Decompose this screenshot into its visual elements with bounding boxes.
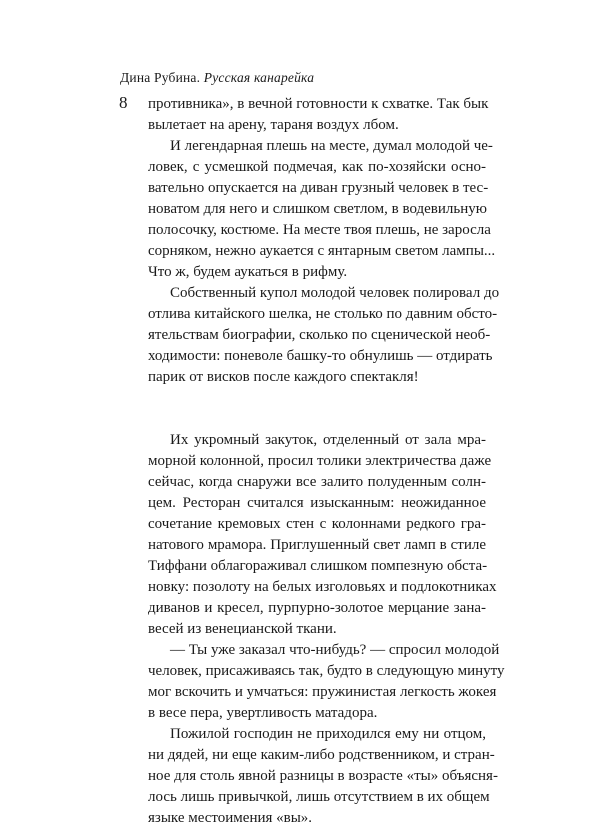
text-line: языке местоимения «вы». — [148, 810, 313, 826]
text-line: И легендарная плешь на месте, думал молодой че- — [170, 138, 493, 154]
text-line: вылетает на арену, тараня воздух лбом. — [148, 117, 399, 133]
paragraph — [148, 640, 505, 724]
text-line: ятельствам биографии, сколько по сценической необ- — [148, 327, 491, 343]
text-line: Тиффани облагораживал слишком помпезную обста- — [148, 558, 488, 574]
paragraph — [148, 136, 496, 283]
text-line: противника», в вечной готовности к схватке. Так бык — [148, 96, 489, 112]
text-line: ходимости: поневоле башку-то обнулишь — отдирать — [148, 348, 493, 364]
text-line: сейчас, когда снаружи все залито полуденным солн- — [148, 474, 486, 490]
text-line: сочетание кремовых стен с колоннами редкого гра- — [148, 516, 486, 532]
text-section-1 — [148, 94, 500, 388]
text-line: человек, присаживаясь так, будто в следующую минуту — [148, 663, 505, 679]
text-line: ное для столь явной разницы в возрасте «ты» объясня- — [148, 768, 498, 784]
text-line: парик от висков после каждого спектакля! — [148, 369, 419, 385]
text-line: Пожилой господин не приходился ему ни отцом, — [170, 726, 486, 742]
paragraph — [148, 724, 498, 829]
page-number: 8 — [119, 93, 128, 112]
section-break — [148, 388, 486, 430]
text-line: Собственный купол молодой человек полировал до — [170, 285, 500, 301]
text-line: вательно опускается на диван грузный человек в тес- — [148, 180, 489, 196]
running-head-title: Русская канарейка — [203, 70, 315, 85]
text-line: диванов и кресел, пурпурно-золотое мерцание зана- — [148, 600, 486, 616]
text-line: натового мрамора. Приглушенный свет ламп в стиле — [148, 537, 486, 553]
text-line: в весе пера, увертливость матадора. — [148, 705, 378, 721]
text-line: новатом для него и слишком светлом, в водевильную — [148, 201, 487, 217]
body-text — [148, 94, 505, 829]
text-line: ни дядей, ни еще каким-либо родственником, и стран- — [148, 747, 495, 763]
text-line: лось лишь привычкой, лишь отсутствием в их общем — [148, 789, 490, 805]
text-line: Их укромный закуток, отделенный от зала мра- — [170, 432, 486, 448]
text-line: морной колонной, просил толики электричества даже — [148, 453, 492, 469]
text-line: отлива китайского шелка, не столько по давним обсто- — [148, 306, 498, 322]
text-line: сорняком, нежно аукается с янтарным светом лампы... — [148, 243, 496, 259]
paragraph — [148, 283, 500, 388]
paragraph — [148, 430, 497, 640]
running-head-author: Дина Рубина. — [120, 70, 201, 85]
text-line: полосочку, костюме. На месте твоя плешь, не заросла — [148, 222, 491, 238]
text-section-2 — [148, 430, 505, 829]
text-line: — Ты уже заказал что-нибудь? — спросил молодой — [170, 642, 500, 658]
text-line: новку: позолоту на белых изголовьях и подлокотниках — [148, 579, 497, 595]
text-line: Что ж, будем аукаться в рифму. — [148, 264, 348, 280]
text-line: ловек, с усмешкой подмечая, как по-хозяйски осно- — [148, 159, 486, 175]
running-head — [120, 70, 314, 86]
paragraph — [148, 94, 489, 136]
text-line: цем. Ресторан считался изысканным: неожиданное — [148, 495, 486, 511]
text-line: весей из венецианской ткани. — [148, 621, 337, 637]
text-line: мог вскочить и умчаться: пружинистая легкость жокея — [148, 684, 497, 700]
